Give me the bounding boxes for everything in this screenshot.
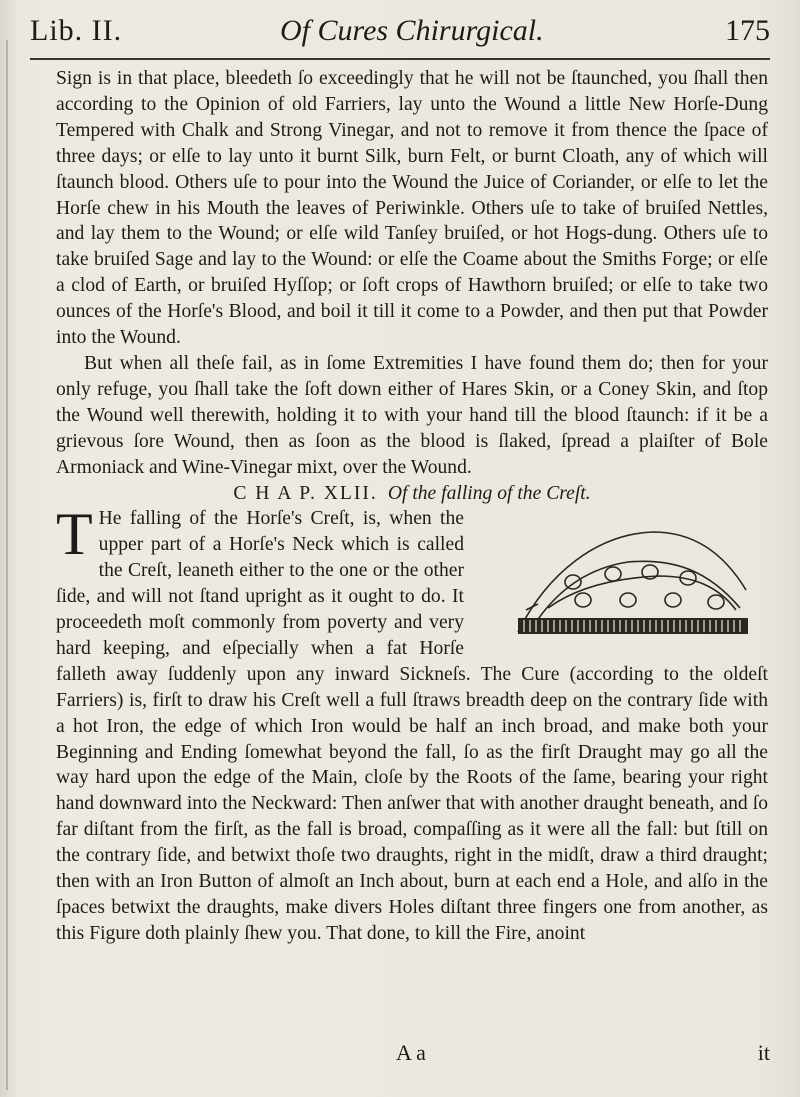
horse-crest-diagram	[478, 512, 778, 640]
page-number: 175	[725, 14, 770, 47]
burn-hole	[665, 593, 681, 607]
burn-hole	[575, 593, 591, 607]
crest-burning-figure	[478, 512, 778, 640]
burn-hole	[620, 593, 636, 607]
chapter-paragraph: He falling of the Horſe's Creſt, is, when the upper part of a Horſe's Neck which is called the Creſt, leaneth either to the one or the other ſide, and will not ſtand upright as it ought to do. It proceedeth moſt commonly from poverty and very hard keeping, and eſpecially when a fat Horſe falleth away ſuddenly upon any inward Sickneſs. The Cure (according to the oldeſt Farriers) is, firſt to draw his Creſt well a full ſtraws breadth deep on the contrary ſide with a hot Iron, the edge of which Iron would be half an inch broad, and make both your Beginning and Ending ſomewhat beyond the fall, ſo as the firſt Draught may go all the way hard upon the edge of the Main, cloſe by the Roots of the ſame, bearing your right hand downward into the Neckward: Then anſwer that with another draught beneath, and ſo far diſtant from the firſt, as the fall is broad, compaſſing as it were all the fall: but ſtill on the contrary ſide, and betwixt thoſe two draughts, right in the midſt, draw a third draught; then with an Iron Button of almoſt an Inch about, burn at each end a Hole, and alſo in the ſpaces betwixt the draughts, make divers Holes diſtant three fingers one from another, as this Figure doth plainly ſhew you. That done, to kill the Fire, anoint	[56, 508, 768, 944]
header-rule	[30, 58, 770, 60]
chapter-heading	[56, 481, 768, 507]
burn-hole	[605, 567, 621, 581]
upper-draught	[536, 562, 740, 623]
burn-hole	[565, 575, 581, 589]
catchword: it	[757, 1040, 770, 1065]
text-block	[56, 66, 768, 947]
chapter-body	[56, 501, 768, 946]
running-header	[30, 10, 770, 50]
drop-cap: T	[56, 501, 93, 568]
chapter-number: C H A P. XLII.	[233, 482, 378, 504]
burn-hole	[708, 595, 724, 609]
mane-base	[518, 618, 748, 634]
paragraph-2: But when all theſe fail, as in ſome Extremities I have found them do; then for your only refuge, you ſhall take the ſoft down either of Hares Skin, or a Coney Skin, and ſtop the Wound well therewith, holding it to with your hand till the blood ſtaunch: if it be a grievous ſore Wound, then as ſoon as the blood is ſlaked, ſpread a plaiſter of Bole Armoniack and Wine-Vinegar mixt, over the Wound.	[56, 352, 768, 478]
chapter-title: Of the falling of the Creſt.	[387, 482, 591, 504]
page-footer	[56, 1040, 770, 1070]
signature-mark: A a	[396, 1040, 426, 1065]
book-number: Lib. II.	[30, 14, 123, 47]
gutter-shadow	[6, 40, 8, 1090]
paragraph-1: Sign is in that place, bleedeth ſo exceedingly that he will not be ſtaunched, you ſhall then according to the Opinion of old Farriers, lay unto the Wound a little New Horſe-Dung Tempered with Chalk and Strong Vinegar, and not to remove it from thence the ſpace of three days; or elſe to lay unto it burnt Silk, burn Felt, or burnt Cloath, any of which will ſtaunch blood. Others uſe to pour into the Wound the Juice of Coriander, or elſe to let the Horſe chew in his Mouth the leaves of Periwinkle. Others uſe to take of bruiſed Nettles, and lay them to the Wound; or elſe wild Tanſey bruiſed, or hot Hogs-dung. Others uſe to take bruiſed Sage and lay to the Wound: or elſe the Coame about the Smiths Forge; or elſe a clod of Earth, or bruiſed Hyſſop; or ſoft crops of Hawthorn bruiſed; or elſe to take two ounces of the Horſe's Blood, and boil it till it come to a Powder, and then put that Powder into the Wound.	[56, 68, 768, 349]
draught-end	[526, 604, 538, 610]
running-title: Of Cures Chirurgical.	[280, 14, 544, 47]
